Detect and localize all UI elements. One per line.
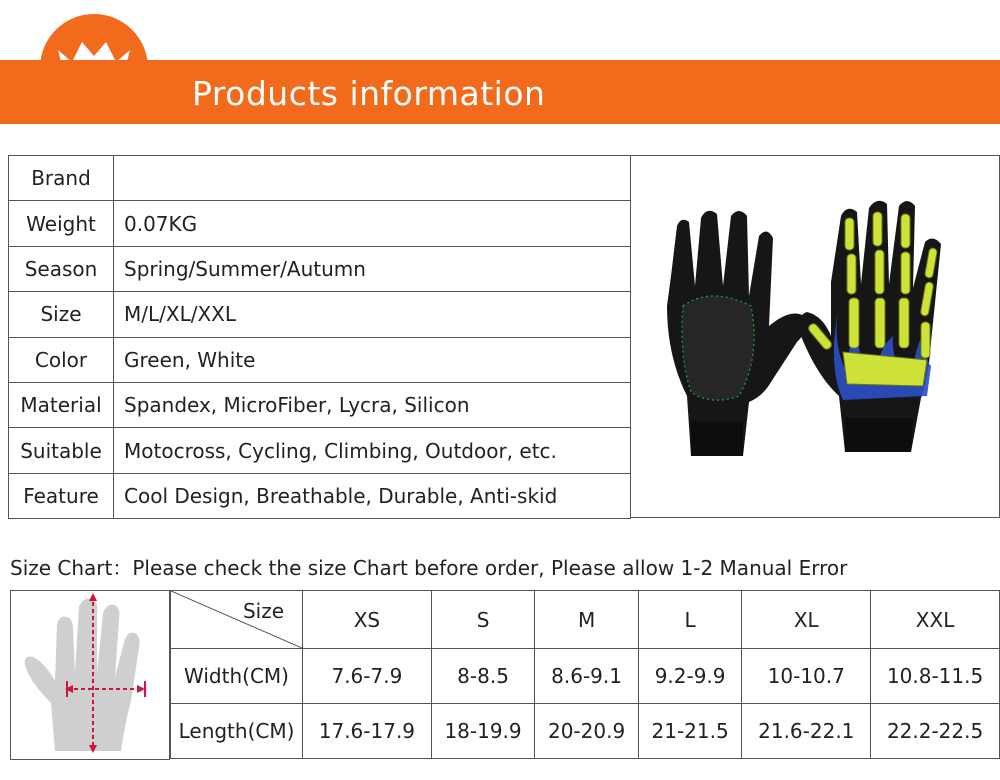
size-value-cell: 9.2-9.9: [638, 649, 742, 704]
spec-value: Cool Design, Breathable, Durable, Anti-skid: [114, 473, 631, 518]
size-value-cell: 21-21.5: [638, 704, 742, 759]
spec-row: [9, 201, 631, 246]
spec-value: Spandex, MicroFiber, Lycra, Silicon: [114, 382, 631, 427]
spec-row: [9, 382, 631, 427]
size-chart-table: [170, 590, 1000, 759]
size-row-label: Width(CM): [171, 649, 303, 704]
size-column-header: XL: [742, 591, 871, 649]
size-value-cell: 20-20.9: [535, 704, 639, 759]
size-column-header: S: [431, 591, 535, 649]
size-column-header: XS: [303, 591, 432, 649]
hand-measurement-diagram: [10, 590, 170, 760]
product-photo: [631, 155, 1000, 518]
size-value-cell: 17.6-17.9: [303, 704, 432, 759]
spec-value: [114, 156, 631, 201]
size-value-cell: 18-19.9: [431, 704, 535, 759]
size-header-label: Size: [242, 599, 284, 623]
skeleton-glove-pair-icon: [631, 156, 1000, 519]
size-column-header: M: [535, 591, 639, 649]
hand-measurement-icon: [11, 591, 169, 759]
size-chart-caption: Size Chart：Please check the size Chart before order, Please allow 1-2 Manual Error: [10, 556, 848, 580]
spec-row: [9, 428, 631, 473]
spec-label: Weight: [9, 201, 114, 246]
size-value-cell: 8.6-9.1: [535, 649, 639, 704]
spec-row: [9, 473, 631, 518]
spec-label: Season: [9, 246, 114, 291]
spec-row: [9, 292, 631, 337]
size-value-cell: 21.6-22.1: [742, 704, 871, 759]
size-corner-cell: [171, 591, 303, 649]
size-row-label: Length(CM): [171, 704, 303, 759]
size-value-cell: 7.6-7.9: [303, 649, 432, 704]
page-title: Products information: [192, 74, 546, 113]
size-data-row: [171, 704, 1000, 759]
product-info-table: [8, 155, 631, 519]
spec-row: [9, 246, 631, 291]
spec-value: Motocross, Cycling, Climbing, Outdoor, etc.: [114, 428, 631, 473]
spec-row: [9, 337, 631, 382]
spec-label: Color: [9, 337, 114, 382]
spec-value: 0.07KG: [114, 201, 631, 246]
spec-value: Green, White: [114, 337, 631, 382]
size-header-row: [171, 591, 1000, 649]
spec-label: Brand: [9, 156, 114, 201]
size-data-row: [171, 649, 1000, 704]
spec-value: Spring/Summer/Autumn: [114, 246, 631, 291]
size-column-header: L: [638, 591, 742, 649]
size-column-header: XXL: [871, 591, 1000, 649]
spec-value: M/L/XL/XXL: [114, 292, 631, 337]
spec-label: Suitable: [9, 428, 114, 473]
spec-label: Feature: [9, 473, 114, 518]
spec-label: Size: [9, 292, 114, 337]
size-value-cell: 10-10.7: [742, 649, 871, 704]
spec-row: [9, 156, 631, 201]
size-value-cell: 8-8.5: [431, 649, 535, 704]
size-value-cell: 22.2-22.5: [871, 704, 1000, 759]
size-value-cell: 10.8-11.5: [871, 649, 1000, 704]
spec-label: Material: [9, 382, 114, 427]
